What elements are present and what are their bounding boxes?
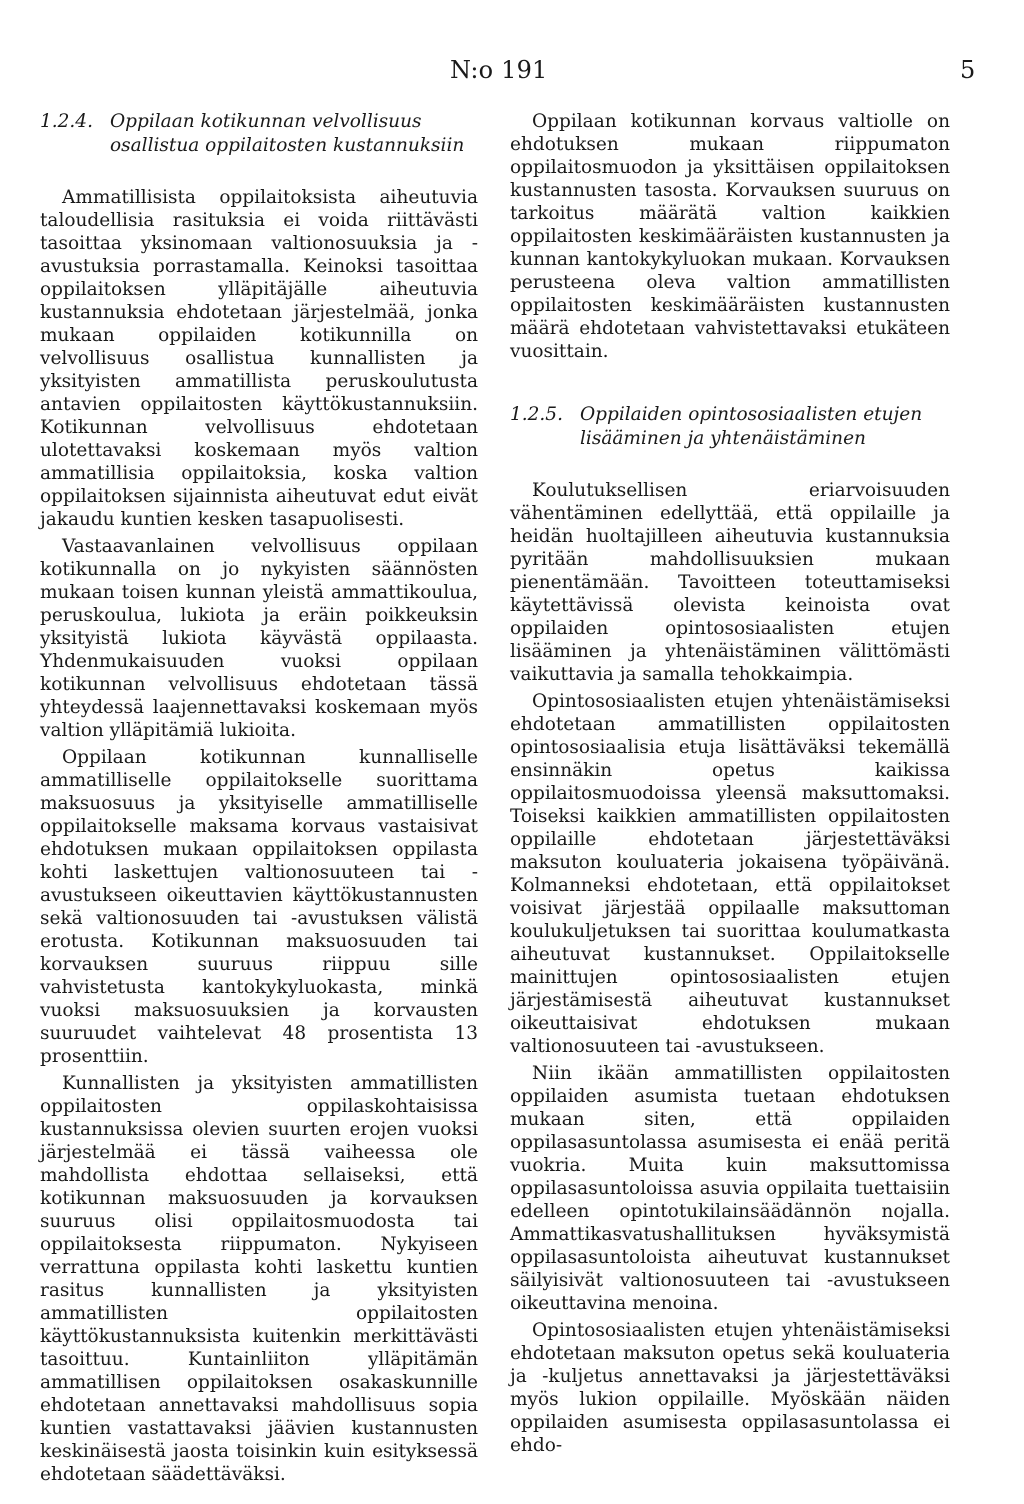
left-column [40,110,478,1490]
paragraph: Vastaavanlainen velvollisuus oppilaan kotikunnalla on jo nykyisten säännösten mukaan toisen kunnan yleistä ammattikoulua, peruskoulua, lukiota ja eräin poikkeuksin yksityistä lukiota käyvästä oppilaasta. Yhdenmukaisuuden vuoksi oppilaan kotikunnan velvollisuus ehdotetaan tässä yhteydessä laajennettavaksi koskemaan myös valtion ylläpitämiä lukioita. [40,536,478,741]
paragraph: Koulutuksellisen eriarvoisuuden vähentäminen edellyttää, että oppilaille ja heidän huoltajilleen aiheutuvia kustannuksia pyritään mahdollisuuksien mukaan pienentämään. Tavoitteen toteuttamiseksi käytettävissä olevista keinoista ovat oppilaiden opintososiaalisten etujen lisääminen ja yhtenäistäminen välittömästi vaikuttavia ja samalla tehokkaimpia. [510,480,950,685]
page-header [0,52,1024,92]
paragraph: Niin ikään ammatillisten oppilaitosten oppilaiden asumista tuetaan ehdotuksen mukaan siten, että oppilaiden oppilasasuntolassa asumisesta ei enää peritä vuokria. Muita kuin maksuttomissa oppilasasuntoloissa asuvia oppilaita tuettaisiin edelleen opintotukilainsäädännön nojalla. Ammattikasvatushallituksen hyväksymistä oppilasasuntoloista aiheutuvat kustannukset säilyisivät valtionosuuteen tai -avustukseen oikeuttavina menoina. [510,1063,950,1314]
section-number: 1.2.5. [510,404,563,425]
section-heading-1-2-5 [510,403,950,451]
paragraph: Ammatillisista oppilaitoksista aiheutuvia taloudellisia rasituksia ei voida riittävästi tasoittaa yksinomaan valtionosuuksia ja -avustuksia porrastamalla. Keinoksi tasoittaa oppilaitoksen ylläpitäjälle aiheutuvia kustannuksia ehdotetaan järjestelmää, jonka mukaan oppilaiden kotikunnilla on velvollisuus osallistua kunnallisten ja yksityisten ammatillista peruskoulutusta antavien oppilaitosten käyttökustannuksiin. Kotikunnan velvollisuus ehdotetaan ulotettavaksi koskemaan myös valtion ammatillisia oppilaitoksia, koska valtion oppilaitoksen sijainnista aiheutuvat edut eivät jakaudu kuntien kesken tasapuolisesti. [40,187,478,530]
page-number: 5 [960,56,976,84]
section-title: Oppilaiden opintososiaalisten etujen lisääminen ja yhtenäistäminen [580,404,923,449]
paragraph: Opintososiaalisten etujen yhtenäistämiseksi ehdotetaan ammatillisten oppilaitosten opintososiaalisia etuja lisättäväksi tekemällä ensinnäkin opetus kaikissa oppilaitosmuodoissa yleensä maksuttomaksi. Toiseksi kaikkien ammatillisten oppilaitosten oppilaille ehdotetaan järjestettäväksi maksuton kouluateria jokaisena työpäivänä. Kolmanneksi ehdotetaan, että oppilaitokset voisivat järjestää oppilaalle maksuttoman koulukuljetuksen tai suorittaa koulumatkasta aiheutuvat kustannukset. Oppilaitokselle mainittujen opintososiaalisten etujen järjestämisestä aiheutuvat kustannukset oikeuttaisivat ehdotuksen mukaan valtionosuuteen tai -avustukseen. [510,691,950,1057]
paragraph: Oppilaan kotikunnan korvaus valtiolle on ehdotuksen mukaan riippumaton oppilaitosmuodon ja yksittäisen oppilaitoksen kustannusten tasosta. Korvauksen suuruus on tarkoitus määrätä valtion kaikkien oppilaitosten keskimääräisten kustannusten ja kunnan kantokykyluokan mukaan. Korvauksen perusteena oleva valtion ammatillisten oppilaitosten keskimääräisten kustannusten määrä ehdotetaan vahvistettavaksi etukäteen vuosittain. [510,111,950,362]
section-title: Oppilaan kotikunnan velvollisuus osallistua oppilaitosten kustannuksiin [110,111,465,156]
document-number: N:o 191 [450,56,548,84]
section-heading-1-2-4 [40,110,478,158]
paragraph: Oppilaan kotikunnan kunnalliselle ammatilliselle oppilaitokselle suorittama maksuosuus ja yksityiselle ammatilliselle oppilaitokselle maksama korvaus vastaisivat ehdotuksen mukaan oppilaitoksen oppilasta kohti laskettujen valtionosuuteen tai -avustukseen oikeuttavien käyttökustannusten sekä valtionosuuden tai -avustuksen välistä erotusta. Kotikunnan maksuosuuden tai korvauksen suuruus riippuu sille vahvistetusta kantokykyluokasta, minkä vuoksi maksuosuuksien ja korvausten suuruudet vaihtelevat 48 prosentista 13 prosenttiin. [40,747,478,1067]
section-number: 1.2.4. [40,111,93,132]
paragraph: Kunnallisten ja yksityisten ammatillisten oppilaitosten oppilaskohtaisissa kustannuksissa olevien suurten erojen vuoksi järjestelmää ei tässä vaiheessa ole mahdollista ehdottaa sellaiseksi, että kotikunnan maksuosuuden ja korvauksen suuruus olisi oppilaitosmuodosta tai oppilaitoksesta riippumaton. Nykyiseen verrattuna oppilasta kohti laskettu kuntien rasitus kunnallisten ja yksityisten ammatillisten oppilaitosten käyttökustannuksista kuitenkin merkittävästi tasoittuu. Kuntainliiton ylläpitämän ammatillisen oppilaitoksen osakaskunnille ehdotetaan annettavaksi mahdollisuus sopia kuntien vastattavaksi jäävien kustannusten keskinäisestä jaosta toisinkin kuin esityksessä ehdotetaan säädettäväksi. [40,1073,478,1485]
paragraph: Opintososiaalisten etujen yhtenäistämiseksi ehdotetaan maksuton opetus sekä kouluateria ja -kuljetus annettavaksi ja järjestettäväksi myös lukion oppilaille. Myöskään näiden oppilaiden asumisesta oppilasasuntolassa ei ehdo- [510,1320,950,1456]
right-column [510,110,950,1461]
